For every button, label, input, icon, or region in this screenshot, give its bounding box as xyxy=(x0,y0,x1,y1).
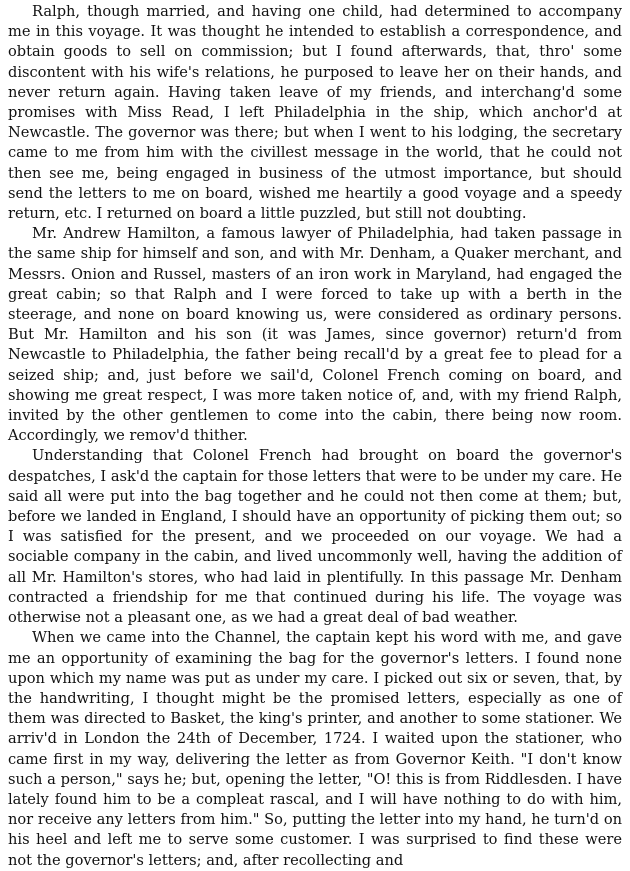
paragraph-colonel-french-despatches: Understanding that Colonel French had brought on board the governor's despatches, I ask'd the captain for those letters that were to be under my care. He said all were put into the bag together and he could not then come at them; but, before we landed in England, I should have an opportunity of picking them out; so I was satisfied for the present, and we proceeded on our voyage. We had a sociable company in the cabin, and lived uncommonly well, having the addition of all Mr. Hamilton's stores, who had laid in plentifully. In this passage Mr. Denham contracted a friendship for me that continued during his life. The voyage was otherwise not a pleasant one, as we had a great deal of bad weather. xyxy=(8,447,622,627)
paragraph-ralph-voyage: Ralph, though married, and having one child, had determined to accompany me in this voyage. It was thought he intended to establish a correspondence, and obtain goods to sell on commission; but I found afterwards, that, thro' some discontent with his wife's relations, he purposed to leave her on their hands, and never return again. Having taken leave of my friends, and interchang'd some promises with Miss Read, I left Philadelphia in the ship, which anchor'd at Newcastle. The governor was there; but when I went to his lodging, the secretary came to me from him with the civillest message in the world, that he could not then see me, being engaged in business of the utmost importance, but should send the letters to me on board, wished me heartily a good voyage and a speedy return, etc. I returned on board a little puzzled, but still not doubting. xyxy=(8,3,622,223)
paragraph-hamilton-passage: Mr. Andrew Hamilton, a famous lawyer of Philadelphia, had taken passage in the same ship for himself and son, and with Mr. Denham, a Quaker merchant, and Messrs. Onion and Russel, masters of an iron work in Maryland, had engaged the great cabin; so that Ralph and I were forced to take up with a berth in the steerage, and none on board knowing us, were considered as ordinary persons. But Mr. Hamilton and his son (it was James, since governor) return'd from Newcastle to Philadelphia, the father being recall'd by a great fee to plead for a seized ship; and, just before we sail'd, Colonel French coming on board, and showing me great respect, I was more taken notice of, and, with my friend Ralph, invited by the other gentlemen to come into the cabin, there being now room. Accordingly, we remov'd thither. xyxy=(8,225,622,445)
paragraph-channel-arrival: When we came into the Channel, the captain kept his word with me, and gave me an opportunity of examining the bag for the governor's letters. I found none upon which my name was put as under my care. I picked out six or seven, that, by the handwriting, I thought might be the promised letters, especially as one of them was directed to Basket, the king's printer, and another to some stationer. We arriv'd in London the 24th of December, 1724. I waited upon the stationer, who came first in my way, delivering the letter as from Governor Keith. "I don't know such a person," says he; but, opening the letter, "O! this is from Riddlesden. I have lately found him to be a compleat rascal, and I will have nothing to do with him, nor receive any letters from him." So, putting the letter into my hand, he turn'd on his heel and left me to serve some customer. I was surprised to find these were not the governor's letters; and, after recollecting and xyxy=(8,629,622,869)
